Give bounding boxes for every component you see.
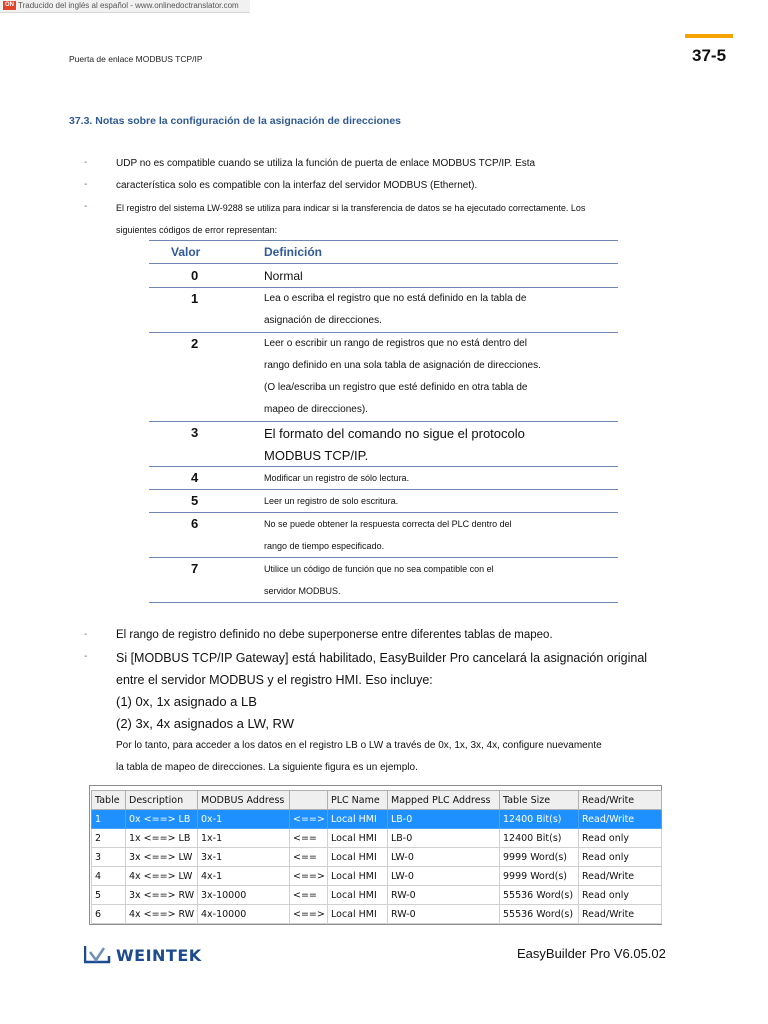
table-rule: [149, 263, 618, 264]
table-row[interactable]: [92, 848, 662, 867]
column-header-value: Valor: [171, 245, 201, 259]
table-cell: <==: [290, 848, 328, 867]
table-cell: 3x-10000: [198, 886, 290, 905]
error-code-definition: No se puede obtener la respuesta correcta del PLC dentro del: [264, 519, 512, 529]
column-header-definition: Definición: [264, 245, 323, 259]
header-accent-bar: [685, 34, 733, 38]
table-cell: Local HMI: [328, 867, 388, 886]
error-code-value: 6: [191, 516, 199, 531]
bullet-marker: -: [84, 179, 88, 190]
table-row-selected[interactable]: [92, 810, 662, 829]
list-item: (1) 0x, 1x asignado a LB: [116, 694, 257, 709]
error-code-definition: servidor MODBUS.: [264, 586, 341, 596]
table-rule: [149, 466, 618, 467]
column-header[interactable]: Table: [92, 791, 126, 810]
table-cell: <==>: [290, 810, 328, 829]
table-rule: [149, 287, 618, 288]
error-code-definition: Utilice un código de función que no sea compatible con el: [264, 564, 494, 574]
table-cell: 4x <==> RW: [126, 905, 198, 924]
paragraph-text: Por lo tanto, para acceder a los datos en el registro LB o LW a través de 0x, 1x, 3x, 4x, configure nuevamente: [116, 740, 602, 751]
table-row[interactable]: [92, 886, 662, 905]
error-code-definition: rango definido en una sola tabla de asignación de direcciones.: [264, 360, 541, 371]
table-rule: [149, 557, 618, 558]
table-cell: <==: [290, 829, 328, 848]
running-header: Puerta de enlace MODBUS TCP/IP: [69, 54, 203, 64]
table-cell: LW-0: [388, 848, 500, 867]
error-code-definition: mapeo de direcciones).: [264, 404, 368, 415]
bullet-text: El rango de registro definido no debe superponerse entre diferentes tablas de mapeo.: [116, 629, 553, 641]
paragraph-text: la tabla de mapeo de direcciones. La siguiente figura es un ejemplo.: [116, 762, 418, 773]
table-cell: 0x <==> LB: [126, 810, 198, 829]
error-code-definition: Lea o escriba el registro que no está definido en la tabla de: [264, 293, 527, 304]
bullet-marker: -: [84, 157, 88, 168]
address-mapping-table: [91, 790, 662, 924]
weintek-logo-text: WEINTEK: [116, 946, 202, 965]
table-cell: 1x-1: [198, 829, 290, 848]
error-code-definition: Leer o escribir un rango de registros que no está dentro del: [264, 338, 527, 349]
translator-logo-icon: ON: [5, 2, 14, 8]
table-cell: 12400 Bit(s): [500, 829, 579, 848]
table-cell: LB-0: [388, 829, 500, 848]
table-cell: Local HMI: [328, 810, 388, 829]
table-cell: Read/Write: [579, 810, 662, 829]
table-rule: [149, 602, 618, 603]
translator-banner-text[interactable]: Traducido del inglés al español - www.onlinedoctranslator.com: [18, 1, 239, 10]
table-cell: RW-0: [388, 905, 500, 924]
table-rule: [149, 332, 618, 333]
product-version: EasyBuilder Pro V6.05.02: [517, 946, 666, 961]
table-cell: <==>: [290, 867, 328, 886]
column-header[interactable]: PLC Name: [328, 791, 388, 810]
table-cell: 3: [92, 848, 126, 867]
column-header[interactable]: [290, 791, 328, 810]
table-row[interactable]: [92, 867, 662, 886]
error-code-value: 1: [191, 291, 199, 306]
table-cell: Local HMI: [328, 829, 388, 848]
error-code-definition: El formato del comando no sigue el protocolo: [264, 426, 525, 441]
error-code-definition: asignación de direcciones.: [264, 315, 382, 326]
section-heading: 37.3. Notas sobre la configuración de la asignación de direcciones: [69, 115, 402, 127]
table-cell: 55536 Word(s): [500, 905, 579, 924]
column-header[interactable]: Description: [126, 791, 198, 810]
table-rule: [149, 489, 618, 490]
table-row[interactable]: [92, 829, 662, 848]
table-cell: 3x <==> LW: [126, 848, 198, 867]
error-code-definition: (O lea/escriba un registro que esté definido en otra tabla de: [264, 382, 528, 393]
table-cell: <==>: [290, 905, 328, 924]
table-cell: Read/Write: [579, 867, 662, 886]
error-code-value: 7: [191, 561, 199, 576]
error-code-value: 4: [191, 470, 199, 485]
table-cell: 3x <==> RW: [126, 886, 198, 905]
weintek-logo-icon: [84, 944, 112, 966]
error-code-definition: Modificar un registro de sólo lectura.: [264, 473, 410, 483]
table-cell: LW-0: [388, 867, 500, 886]
translator-banner[interactable]: [0, 0, 250, 13]
table-cell: 3x-1: [198, 848, 290, 867]
table-cell: 4x <==> LW: [126, 867, 198, 886]
table-cell: 9999 Word(s): [500, 848, 579, 867]
table-cell: Read only: [579, 829, 662, 848]
bullet-text: Si [MODBUS TCP/IP Gateway] está habilitado, EasyBuilder Pro cancelará la asignación original: [116, 651, 648, 665]
table-cell: Read only: [579, 886, 662, 905]
error-code-value: 5: [191, 493, 199, 508]
table-rule: [149, 512, 618, 513]
list-item: (2) 3x, 4x asignados a LW, RW: [116, 716, 294, 731]
table-cell: <==: [290, 886, 328, 905]
column-header[interactable]: Read/Write: [579, 791, 662, 810]
bullet-text-continued: entre el servidor MODBUS y el registro HMI. Eso incluye:: [116, 673, 433, 687]
table-rule: [149, 240, 618, 241]
error-code-value: 2: [191, 336, 199, 351]
bullet-marker: -: [84, 629, 88, 640]
table-cell: 4: [92, 867, 126, 886]
table-row[interactable]: [92, 905, 662, 924]
column-header[interactable]: MODBUS Address: [198, 791, 290, 810]
table-cell: 1: [92, 810, 126, 829]
table-header-row: [92, 791, 662, 810]
bullet-marker: -: [84, 651, 88, 662]
table-cell: 55536 Word(s): [500, 886, 579, 905]
bullet-text: característica solo es compatible con la interfaz del servidor MODBUS (Ethernet).: [116, 180, 478, 191]
error-code-definition: rango de tiempo especificado.: [264, 541, 385, 551]
error-code-definition: MODBUS TCP/IP.: [264, 448, 369, 463]
bullet-text-continued: siguientes códigos de error representan:: [116, 225, 278, 235]
table-cell: 4x-1: [198, 867, 290, 886]
table-cell: Read/Write: [579, 905, 662, 924]
address-mapping-table-screenshot: [89, 785, 662, 925]
error-code-definition: Leer un registro de solo escritura.: [264, 496, 399, 506]
error-code-value: 3: [191, 425, 199, 440]
table-cell: LB-0: [388, 810, 500, 829]
table-rule: [149, 421, 618, 422]
table-cell: Read only: [579, 848, 662, 867]
bullet-text: El registro del sistema LW-9288 se utiliza para indicar si la transferencia de datos se ha ejecutado correctamente. Los: [116, 203, 586, 213]
column-header[interactable]: Table Size: [500, 791, 579, 810]
table-cell: 4x-10000: [198, 905, 290, 924]
table-cell: 1x <==> LB: [126, 829, 198, 848]
table-cell: 6: [92, 905, 126, 924]
error-code-value: 0: [191, 268, 199, 283]
table-cell: 12400 Bit(s): [500, 810, 579, 829]
bullet-marker: -: [84, 201, 88, 212]
page-number: 37-5: [692, 46, 727, 65]
table-cell: 0x-1: [198, 810, 290, 829]
table-cell: Local HMI: [328, 886, 388, 905]
column-header[interactable]: Mapped PLC Address: [388, 791, 500, 810]
bullet-text: UDP no es compatible cuando se utiliza la función de puerta de enlace MODBUS TCP/IP. Esta: [116, 158, 536, 169]
table-cell: 9999 Word(s): [500, 867, 579, 886]
table-cell: RW-0: [388, 886, 500, 905]
table-cell: 5: [92, 886, 126, 905]
table-cell: 2: [92, 829, 126, 848]
table-cell: Local HMI: [328, 848, 388, 867]
error-code-definition: Normal: [264, 269, 303, 283]
table-cell: Local HMI: [328, 905, 388, 924]
